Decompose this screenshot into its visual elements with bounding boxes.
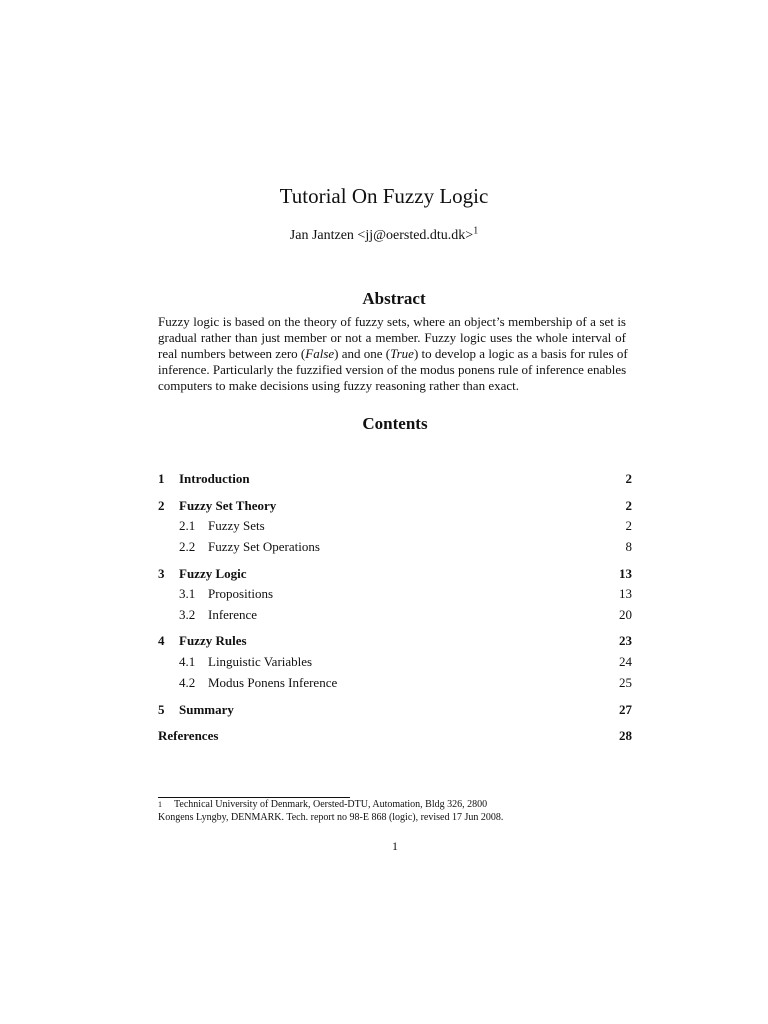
toc-number: 2.2: [179, 539, 196, 554]
abstract-line-3-b: ) and one (: [334, 346, 391, 361]
toc-page: 13: [619, 586, 632, 601]
footnote: [158, 798, 518, 824]
footnote-line-1: [158, 798, 518, 811]
toc-entry-fuzzy-logic[interactable]: [158, 565, 632, 583]
toc-page: 28: [619, 728, 632, 743]
toc-entry-propositions[interactable]: [158, 585, 632, 603]
toc-page: 25: [619, 675, 632, 690]
toc-title: Summary: [179, 702, 234, 717]
author-name-email: Jan Jantzen <jj@oersted.dtu.dk>: [289, 228, 474, 243]
toc-page: 23: [619, 633, 632, 648]
toc-entry-fuzzy-set-operations[interactable]: [158, 538, 632, 556]
abstract-line-3: [158, 346, 626, 362]
toc-entry-summary[interactable]: [158, 701, 632, 719]
toc-title: Modus Ponens Inference: [208, 675, 338, 690]
toc-entry-references[interactable]: [158, 727, 632, 745]
toc-entry-linguistic-variables[interactable]: [158, 653, 632, 671]
toc-number: 3: [158, 566, 165, 581]
toc-number: 3.1: [179, 586, 196, 601]
toc-entry-fuzzy-set-theory[interactable]: [158, 497, 632, 515]
toc-entry-inference[interactable]: [158, 606, 632, 624]
toc-title: Linguistic Variables: [208, 654, 313, 669]
abstract-line-3-a: real numbers between zero (: [158, 346, 306, 361]
author-line: [0, 226, 768, 246]
toc-number: 3.2: [179, 607, 196, 622]
abstract-body: [158, 314, 626, 394]
toc-title: Introduction: [179, 471, 250, 486]
toc-title: Fuzzy Rules: [179, 633, 247, 648]
abstract-line-3-c: ) to develop a logic as a basis for rules of: [413, 346, 628, 361]
document-title: Tutorial On Fuzzy Logic: [279, 184, 489, 208]
toc-title: Fuzzy Logic: [179, 566, 247, 581]
toc-entry-fuzzy-rules[interactable]: [158, 632, 632, 650]
abstract-line-2: gradual rather than just member or not a member. Fuzzy logic uses the whole interval of: [158, 330, 626, 345]
toc-title: Fuzzy Set Theory: [179, 498, 277, 513]
author-footnote-mark: 1: [473, 225, 479, 237]
toc-page: 20: [619, 607, 632, 622]
toc-page: 2: [625, 498, 632, 513]
abstract-line-4: inference. Particularly the fuzzified version of the modus ponens rule of inference enables: [158, 362, 627, 377]
toc-number: 5: [158, 702, 165, 717]
toc-title: Fuzzy Set Operations: [208, 539, 320, 554]
footnote-mark: 1: [158, 800, 162, 809]
toc-title: Propositions: [208, 586, 274, 601]
toc-page: 24: [619, 654, 632, 669]
page-number: 1: [392, 839, 398, 853]
toc-page: 8: [625, 539, 632, 554]
footnote-line-2: Kongens Lyngby, DENMARK. Tech. report no 98-E 868 (logic), revised 17 Jun 2008.: [158, 812, 504, 823]
toc-entry-fuzzy-sets[interactable]: [158, 517, 632, 535]
toc-number: 2.1: [179, 518, 196, 533]
toc-title: Inference: [208, 607, 258, 622]
toc-number: 4.1: [179, 654, 196, 669]
toc-page: 27: [619, 702, 632, 717]
abstract-line-1: Fuzzy logic is based on the theory of fuzzy sets, where an object’s membership of a set is: [158, 314, 626, 329]
toc-title: References: [158, 728, 219, 743]
toc-entry-modus-ponens-inference[interactable]: [158, 674, 632, 692]
toc-title: Fuzzy Sets: [208, 518, 265, 533]
toc-page: 2: [625, 471, 632, 486]
toc-page: 2: [625, 518, 632, 533]
abstract-line-5: computers to make decisions using fuzzy reasoning rather than exact.: [158, 378, 519, 393]
toc-entry-introduction[interactable]: [158, 470, 632, 488]
abstract-heading: Abstract: [362, 289, 426, 308]
toc-number: 1: [158, 471, 165, 486]
footnote-text-1: Technical University of Denmark, Oersted-DTU, Automation, Bldg 326, 2800: [174, 799, 488, 810]
toc-page: 13: [619, 566, 632, 581]
toc-number: 4.2: [179, 675, 196, 690]
abstract-word-true: True: [390, 346, 414, 361]
abstract-word-false: False: [305, 346, 335, 361]
toc-number: 2: [158, 498, 165, 513]
toc-number: 4: [158, 633, 165, 648]
contents-heading: Contents: [362, 414, 428, 433]
